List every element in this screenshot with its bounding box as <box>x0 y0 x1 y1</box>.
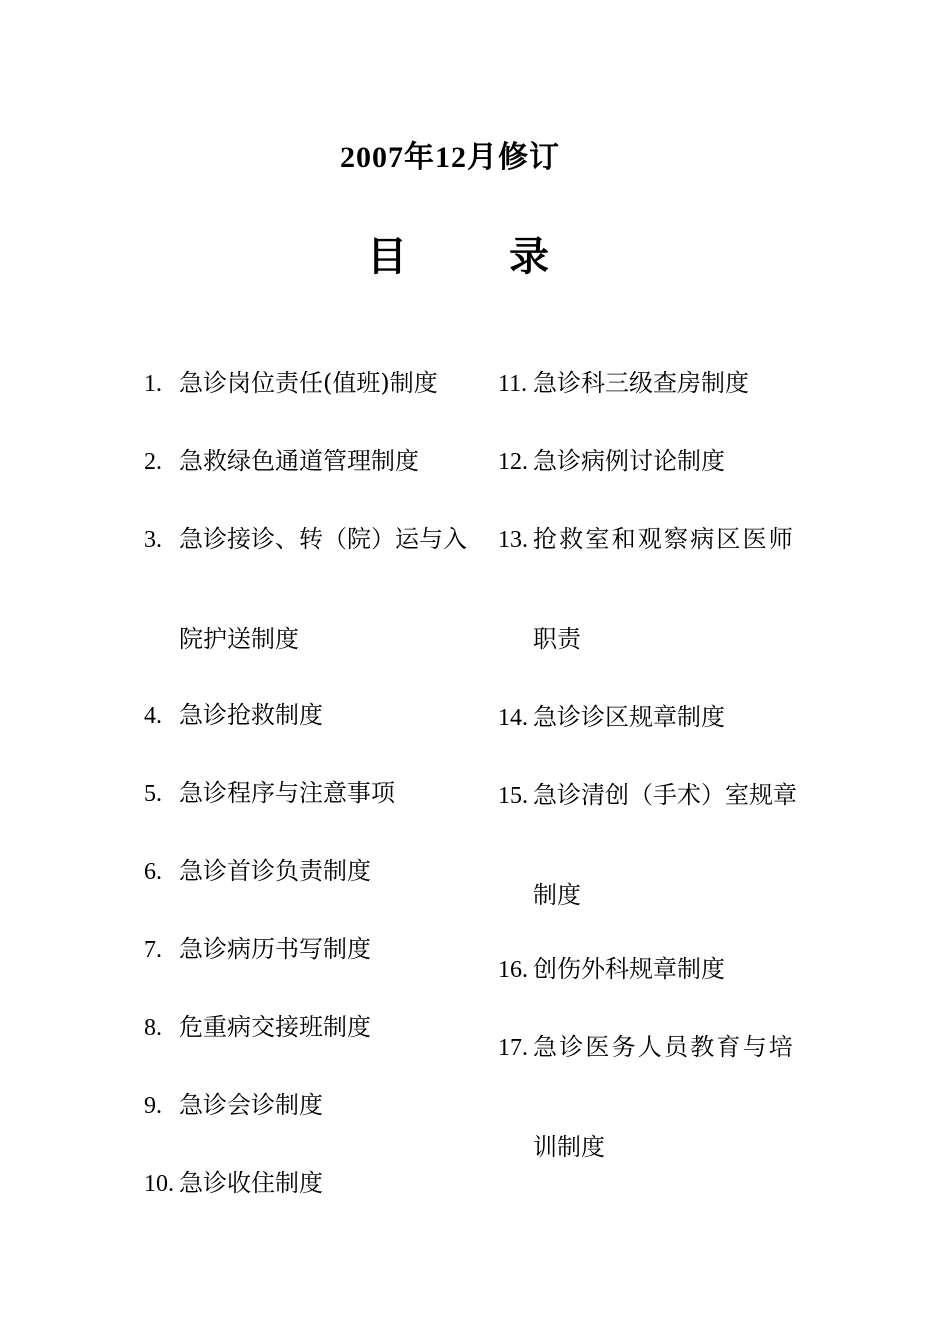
toc-entry-number: 7. <box>144 937 162 963</box>
toc-entry-3 <box>144 524 467 555</box>
toc-entry-title: 急诊清创（手术）室规章 <box>533 781 797 809</box>
toc-entry-number: 5. <box>144 781 162 807</box>
toc-entry-3-continuation: 院护送制度 <box>179 625 299 653</box>
toc-entry-number: 14. <box>498 705 528 731</box>
toc-entry-title: 急诊病例讨论制度 <box>533 447 725 475</box>
toc-entry-13-continuation: 职责 <box>533 625 581 653</box>
toc-entry-title: 急诊首诊负责制度 <box>179 857 371 885</box>
toc-entry-title: 急诊会诊制度 <box>179 1091 323 1119</box>
toc-entry-1 <box>144 368 438 399</box>
toc-entry-4 <box>144 700 323 731</box>
toc-entry-11 <box>498 368 749 399</box>
toc-entry-number: 6. <box>144 859 162 885</box>
toc-entry-13 <box>498 524 795 555</box>
toc-entry-number: 2. <box>144 449 162 475</box>
toc-entry-title: 急诊接诊、转（院）运与入 <box>179 525 467 553</box>
toc-entry-title: 急诊科三级查房制度 <box>533 369 749 397</box>
toc-entry-15 <box>498 780 797 811</box>
toc-entry-10 <box>144 1168 323 1199</box>
toc-entry-17 <box>498 1032 795 1063</box>
toc-entry-number: 1. <box>144 371 162 397</box>
toc-entry-title: 急救绿色通道管理制度 <box>179 447 419 475</box>
toc-entry-12 <box>498 446 725 477</box>
toc-entry-16 <box>498 954 725 985</box>
toc-entry-title: 创伤外科规章制度 <box>533 955 725 983</box>
toc-entry-number: 13. <box>498 527 528 553</box>
toc-entry-5 <box>144 778 395 809</box>
toc-entry-title: 急诊抢救制度 <box>179 701 323 729</box>
toc-entry-9 <box>144 1090 323 1121</box>
toc-entry-number: 12. <box>498 449 528 475</box>
toc-entry-title: 抢救室和观察病区医师 <box>533 525 795 553</box>
toc-entry-number: 3. <box>144 527 162 553</box>
toc-entry-title: 危重病交接班制度 <box>179 1013 371 1041</box>
toc-entry-6 <box>144 856 371 887</box>
toc-entry-title: 急诊诊区规章制度 <box>533 703 725 731</box>
toc-entry-14 <box>498 702 725 733</box>
toc-entry-number: 8. <box>144 1015 162 1041</box>
toc-entry-8 <box>144 1012 371 1043</box>
toc-entry-2 <box>144 446 419 477</box>
toc-entry-7 <box>144 934 371 965</box>
toc-entry-title: 急诊程序与注意事项 <box>179 779 395 807</box>
toc-entry-number: 11. <box>498 371 528 397</box>
toc-entry-title: 急诊岗位责任(值班)制度 <box>179 369 438 397</box>
toc-entry-number: 16. <box>498 957 528 983</box>
toc-entry-title: 急诊医务人员教育与培 <box>533 1033 795 1061</box>
toc-entry-17-continuation: 训制度 <box>533 1133 605 1161</box>
toc-entry-title: 急诊病历书写制度 <box>179 935 371 963</box>
toc-entry-15-continuation: 制度 <box>533 881 581 909</box>
toc-entry-number: 15. <box>498 783 528 809</box>
toc-entry-number: 9. <box>144 1093 162 1119</box>
toc-entry-number: 4. <box>144 703 162 729</box>
toc-entry-number: 10. <box>144 1171 174 1197</box>
toc-entry-number: 17. <box>498 1035 528 1061</box>
revision-note: 2007年12月修订 <box>340 141 560 174</box>
toc-title: 目 录 <box>367 233 593 280</box>
toc-entry-title: 急诊收住制度 <box>179 1169 323 1197</box>
